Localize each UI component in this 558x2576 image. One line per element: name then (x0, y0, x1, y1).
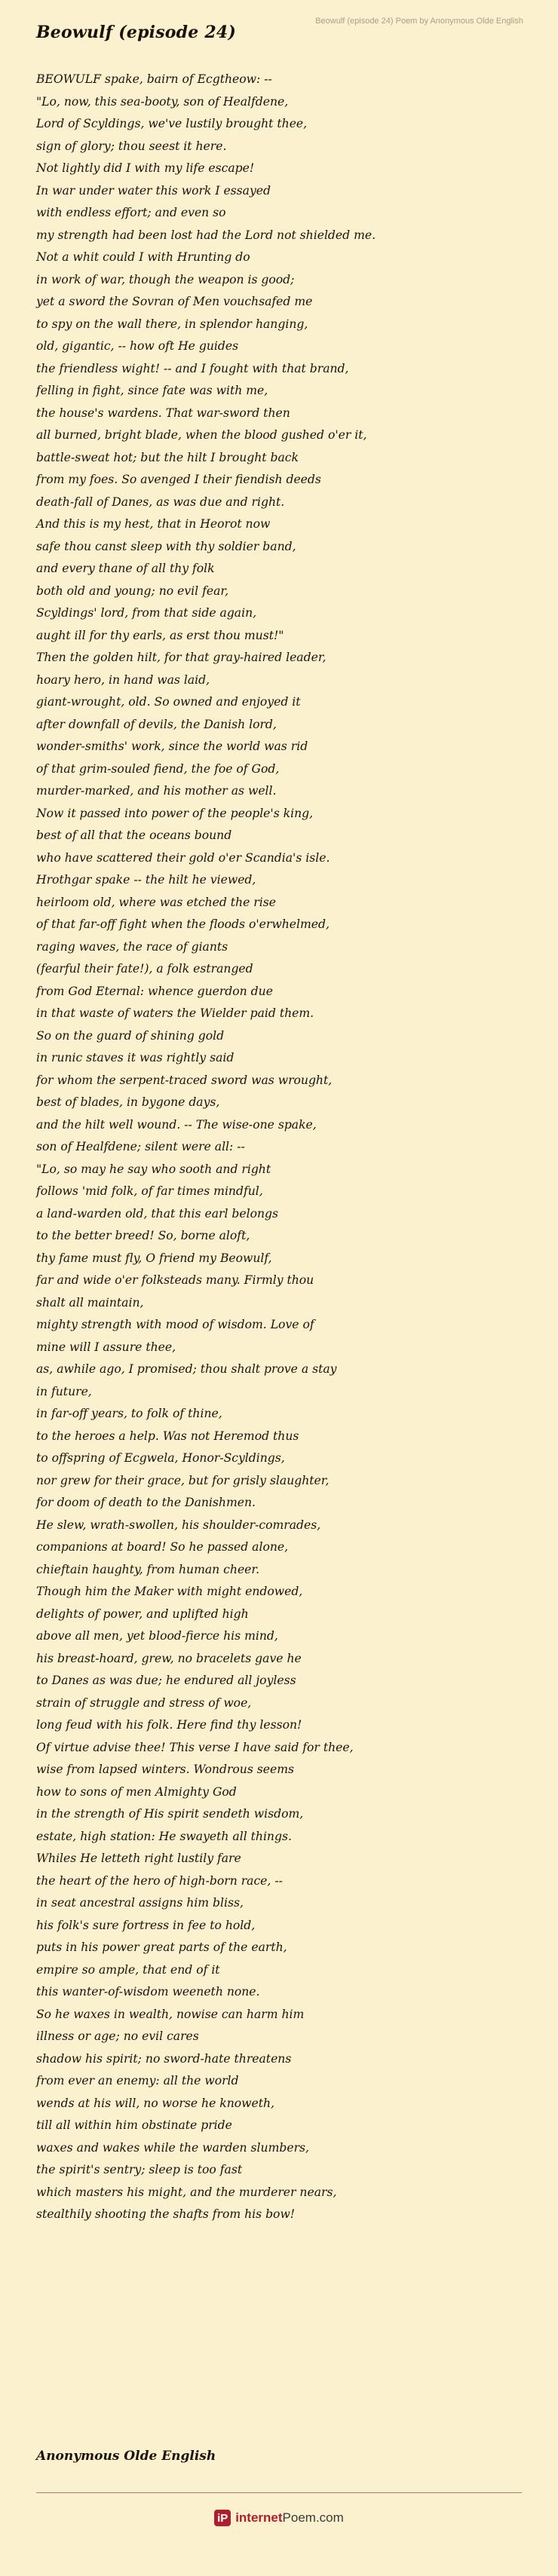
site-logo[interactable] (0, 2503, 558, 2533)
poem-line: follows 'mid folk, of far times mindful, (36, 1184, 263, 1198)
poem-line: of that grim-souled fiend, the foe of God, (36, 761, 280, 776)
poem-line: estate, high station: He swayeth all things. (36, 1829, 292, 1843)
page-caption: Beowulf (episode 24) Poem by Anonymous Olde English (315, 17, 523, 26)
poem-line: Scyldings' lord, from that side again, (36, 606, 257, 620)
poem-line: best of all that the oceans bound (36, 829, 232, 842)
poem-line: BEOWULF spake, bairn of Ecgtheow: -- (36, 72, 272, 86)
poem-line: in that waste of waters the Wielder paid them. (36, 1006, 314, 1020)
poem-line: all burned, bright blade, when the blood gushed o'er it, (36, 428, 367, 442)
poem-line: companions at board! So he passed alone, (36, 1540, 289, 1554)
poem-line: from ever an enemy: all the world (36, 2074, 239, 2087)
poem-line: the heart of the hero of high-born race, -- (36, 1873, 283, 1888)
brand-name-rest: Poem.com (282, 2510, 344, 2525)
poem-body (36, 69, 534, 2226)
poem-line: both old and young; no evil fear, (36, 584, 229, 598)
poem-line: mighty strength with mood of wisdom. Love of (36, 1318, 314, 1331)
poem-line: delights of power, and uplifted high (36, 1607, 249, 1621)
poem-line: death-fall of Danes, as was due and right. (36, 495, 285, 509)
poem-author[interactable]: Anonymous Olde English (36, 2449, 216, 2464)
poem-line: to the better breed! So, borne aloft, (36, 1229, 250, 1242)
poem-line: in seat ancestral assigns him bliss, (36, 1896, 244, 1910)
poem-line: battle-sweat hot; but the hilt I brought back (36, 450, 299, 464)
poem-line: aught ill for thy earls, as erst thou must!" (36, 628, 284, 642)
brand-name-accent: internet (235, 2510, 283, 2525)
poem-line: old, gigantic, -- how oft He guides (36, 339, 239, 353)
poem-line: waxes and wakes while the warden slumbers, (36, 2140, 309, 2155)
poem-line: chieftain haughty, from human cheer. (36, 1562, 260, 1576)
poem-line: far and wide o'er folksteads many. Firmly thou (36, 1273, 314, 1287)
poem-line: Not a whit could I with Hrunting do (36, 250, 250, 264)
poem-line: stealthily shooting the shafts from his bow! (36, 2207, 296, 2221)
poem-line: He slew, wrath-swollen, his shoulder-comrades, (36, 1518, 321, 1532)
poem-line: the friendless wight! -- and I fought with that brand, (36, 361, 349, 375)
poem-line: In war under water this work I essayed (36, 183, 271, 198)
poem-line: (fearful their fate!), a folk estranged (36, 962, 253, 976)
poem-line: his folk's sure fortress in fee to hold, (36, 1918, 256, 1932)
poem-line: So on the guard of shining gold (36, 1028, 225, 1043)
poem-line: murder-marked, and his mother as well. (36, 784, 277, 798)
poem-line: of that far-off fight when the floods o'erwhelmed, (36, 917, 330, 931)
poem-line: after downfall of devils, the Danish lord, (36, 717, 277, 731)
poem-line: shadow his spirit; no sword-hate threatens (36, 2051, 292, 2066)
poem-line: the spirit's sentry; sleep is too fast (36, 2163, 243, 2176)
poem-line: wise from lapsed winters. Wondrous seems (36, 1763, 295, 1776)
poem-line: from my foes. So avenged I their fiendish deeds (36, 473, 321, 486)
poem-line: above all men, yet blood-fierce his mind, (36, 1629, 278, 1643)
poem-line: felling in fight, since fate was with me, (36, 384, 268, 397)
poem-line: thy fame must fly, O friend my Beowulf, (36, 1251, 272, 1265)
poem-line: Whiles He letteth right lustily fare (36, 1852, 241, 1865)
poem-line: a land-warden old, that this earl belongs (36, 1206, 279, 1221)
poem-line: and every thane of all thy folk (36, 562, 215, 575)
poem-line: how to sons of men Almighty God (36, 1784, 237, 1799)
poem-line: Though him the Maker with might endowed, (36, 1585, 303, 1598)
brand-name (235, 2510, 344, 2525)
poem-line: wends at his will, no worse he knoweth, (36, 2096, 275, 2110)
poem-line: in the strength of His spirit sendeth wisdom, (36, 1807, 304, 1821)
poem-line: to offspring of Ecgwela, Honor-Scyldings, (36, 1451, 285, 1465)
poem-line: Then the golden hilt, for that gray-haired leader, (36, 651, 327, 664)
poem-line: nor grew for their grace, but for grisly slaughter, (36, 1473, 330, 1487)
poem-line: from God Eternal: whence guerdon due (36, 984, 273, 998)
footer-divider (36, 2492, 522, 2493)
poem-line: Not lightly did I with my life escape! (36, 161, 255, 175)
poem-line: And this is my hest, that in Heorot now (36, 517, 271, 531)
poem-line: his breast-hoard, grew, no bracelets gave he (36, 1651, 302, 1665)
poem-line: my strength had been lost had the Lord not shielded me. (36, 228, 376, 242)
brand-logo-icon: iP (214, 2510, 231, 2526)
poem-line: son of Healfdene; silent were all: -- (36, 1140, 245, 1153)
poem-line: Lord of Scyldings, we've lustily brought thee, (36, 117, 308, 130)
poem-line: sign of glory; thou seest it here. (36, 139, 227, 153)
poem-line: in future, (36, 1384, 92, 1398)
poem-line: wonder-smiths' work, since the world was rid (36, 740, 308, 753)
poem-line: for whom the serpent-traced sword was wrought, (36, 1073, 333, 1087)
poem-line: best of blades, in bygone days, (36, 1095, 220, 1109)
poem-line: shalt all maintain, (36, 1295, 144, 1309)
poem-title: Beowulf (episode 24) (36, 23, 236, 42)
poem-line: safe thou canst sleep with thy soldier band, (36, 539, 296, 553)
poem-line: for doom of death to the Danishmen. (36, 1496, 256, 1509)
poem-line: to the heroes a help. Was not Heremod thus (36, 1429, 299, 1443)
poem-line: and the hilt well wound. -- The wise-one spake, (36, 1117, 317, 1132)
poem-line: the house's wardens. That war-sword then (36, 406, 290, 420)
poem-line: till all within him obstinate pride (36, 2118, 232, 2132)
poem-line: strain of struggle and stress of woe, (36, 1695, 252, 1710)
poem-line: who have scattered their gold o'er Scandia's isle. (36, 850, 330, 865)
poem-line: this wanter-of-wisdom weeneth none. (36, 1985, 260, 1999)
poem-line: So he waxes in wealth, nowise can harm him (36, 2007, 305, 2021)
poem-line: in runic staves it was rightly said (36, 1051, 235, 1064)
poem-line: "Lo, now, this sea-booty, son of Healfdene, (36, 94, 289, 109)
poem-line: as, awhile ago, I promised; thou shalt prove a stay (36, 1362, 337, 1376)
poem-line: with endless effort; and even so (36, 206, 226, 219)
poem-line: to Danes as was due; he endured all joyless (36, 1674, 296, 1687)
poem-line: Hrothgar spake -- the hilt he viewed, (36, 873, 256, 887)
poem-line: "Lo, so may he say who sooth and right (36, 1162, 271, 1176)
poem-line: empire so ample, that end of it (36, 1962, 220, 1977)
poem-line: Now it passed into power of the people's king, (36, 806, 314, 820)
poem-line: long feud with his folk. Here find thy lesson! (36, 1718, 302, 1732)
poem-line: raging waves, the race of giants (36, 939, 228, 954)
poem-line: in far-off years, to folk of thine, (36, 1407, 222, 1420)
poem-line: puts in his power great parts of the earth, (36, 1940, 287, 1954)
poem-line: yet a sword the Sovran of Men vouchsafed me (36, 295, 313, 308)
poem-line: which masters his might, and the murderer nears, (36, 2185, 337, 2199)
poem-line: hoary hero, in hand was laid, (36, 672, 210, 687)
poem-line: illness or age; no evil cares (36, 2029, 199, 2043)
poem-line: in work of war, though the weapon is good; (36, 272, 295, 286)
poem-line: mine will I assure thee, (36, 1340, 176, 1354)
poem-line: Of virtue advise thee! This verse I have said for thee, (36, 1740, 354, 1754)
poem-line: giant-wrought, old. So owned and enjoyed it (36, 695, 301, 709)
poem-line: to spy on the wall there, in splendor hanging, (36, 317, 308, 331)
poem-line: heirloom old, where was etched the rise (36, 895, 276, 909)
